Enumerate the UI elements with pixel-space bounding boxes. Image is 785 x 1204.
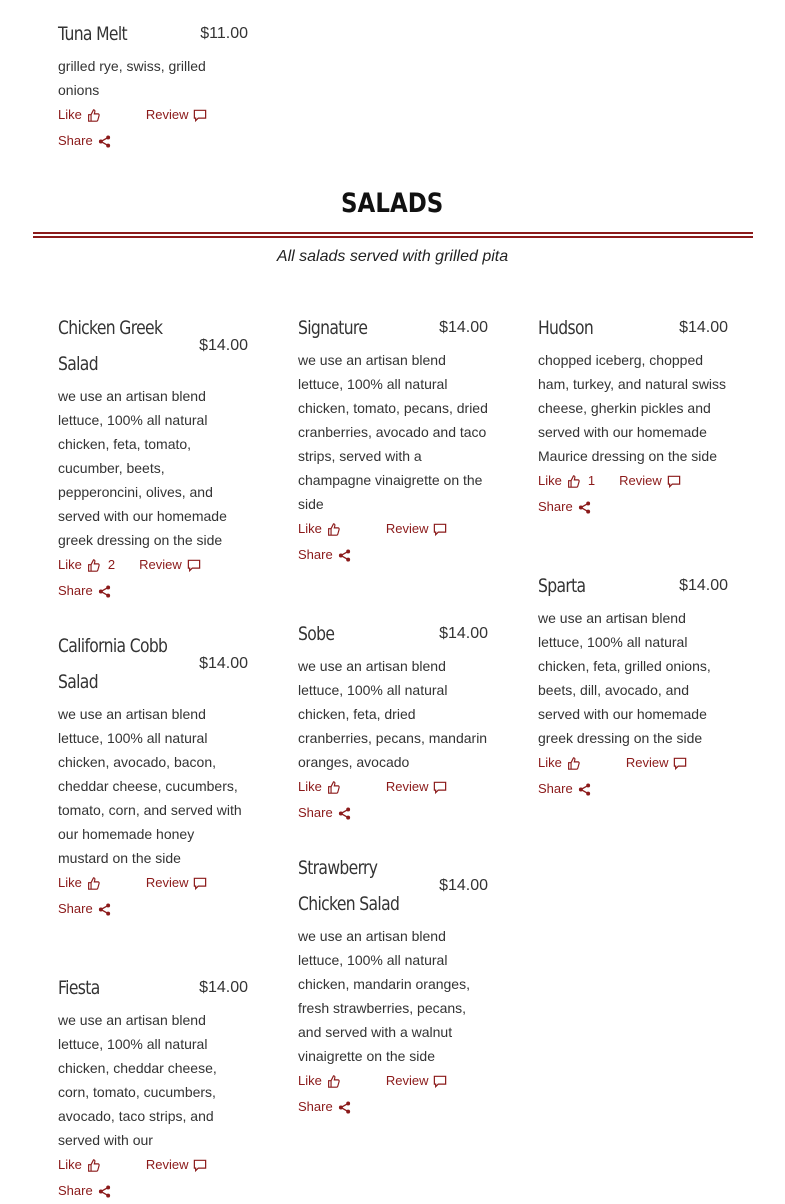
item-header (298, 310, 488, 346)
review-label: Review (385, 1073, 429, 1088)
item-description: we use an artisan blend lettuce, 100% all natural chicken, feta, grilled onions, beets, dill, avocado, and served with our homemade greek dressing on the side (538, 610, 711, 746)
like-button[interactable] (58, 552, 115, 578)
like-count: 1 (587, 473, 596, 488)
item-description: we use an artisan blend lettuce, 100% all natural chicken, avocado, bacon, cheddar cheese, cucumbers, tomato, corn, and served with our homemade honey mustard on the side (58, 706, 242, 866)
share-button[interactable] (58, 128, 111, 154)
item-name: Sparta (538, 575, 586, 597)
review-label: Review (139, 557, 182, 572)
item-actions (58, 552, 248, 604)
menu-item-sparta (538, 568, 728, 802)
share-button[interactable] (538, 776, 591, 802)
share-icon (98, 135, 111, 148)
review-label: Review (625, 755, 669, 770)
section-divider (33, 232, 753, 234)
like-button[interactable] (58, 102, 100, 128)
share-icon (578, 501, 591, 514)
item-header (58, 628, 248, 700)
comment-icon (187, 559, 201, 572)
share-label: Share (58, 133, 93, 148)
review-button[interactable] (146, 870, 208, 896)
item-description: we use an artisan blend lettuce, 100% all natural chicken, cheddar cheese, corn, tomato, cucumbers, avocado, taco strips, and served with our (58, 1012, 217, 1148)
comment-icon (433, 781, 447, 794)
share-icon (338, 549, 351, 562)
share-label: Share (58, 901, 93, 916)
like-label: Like (58, 875, 82, 890)
comment-icon (673, 757, 687, 770)
menu-item-strawberry-chicken-salad (298, 850, 488, 1120)
item-header (58, 16, 248, 52)
like-button[interactable] (298, 516, 340, 542)
item-description: we use an artisan blend lettuce, 100% all natural chicken, feta, dried cranberries, pecans, mandarin oranges, avocado (298, 658, 488, 770)
like-count: 2 (107, 557, 116, 572)
item-price: $14.00 (199, 655, 248, 672)
share-label: Share (58, 1183, 93, 1198)
item-description: chopped iceberg, chopped ham, turkey, and natural swiss cheese, gherkin pickles and served with our homemade Maurice dressing on the side (538, 352, 727, 464)
like-label: Like (58, 557, 82, 572)
item-name: Signature (298, 317, 368, 339)
like-label: Like (298, 779, 322, 794)
thumbs-up-icon (87, 1159, 100, 1172)
comment-icon (193, 877, 207, 890)
like-button[interactable] (538, 750, 580, 776)
share-label: Share (538, 499, 573, 514)
share-button[interactable] (298, 1094, 351, 1120)
share-button[interactable] (58, 578, 111, 604)
item-description: we use an artisan blend lettuce, 100% all natural chicken, feta, tomato, cucumber, beets, pepperoncini, olives, and served with our homemade greek dressing on the side (58, 388, 227, 548)
section-subtitle: All salads served with grilled pita (276, 248, 509, 265)
item-actions (538, 468, 728, 520)
share-icon (338, 1101, 351, 1114)
review-button[interactable] (386, 774, 448, 800)
item-actions (58, 870, 248, 922)
item-name: Fiesta (58, 977, 100, 999)
item-header (538, 568, 728, 604)
review-button[interactable] (386, 1068, 448, 1094)
item-name: Sobe (298, 623, 335, 645)
item-actions (298, 774, 488, 826)
review-label: Review (385, 521, 429, 536)
like-button[interactable] (58, 1152, 100, 1178)
share-label: Share (298, 805, 333, 820)
share-icon (98, 585, 111, 598)
item-actions (58, 1152, 248, 1204)
item-name: California Cobb Salad (58, 635, 168, 693)
review-label: Review (385, 779, 429, 794)
share-label: Share (298, 547, 333, 562)
like-label: Like (538, 473, 562, 488)
thumbs-up-icon (327, 523, 340, 536)
like-button[interactable] (298, 774, 340, 800)
like-label: Like (538, 755, 562, 770)
thumbs-up-icon (567, 475, 580, 488)
item-price: $14.00 (199, 979, 248, 996)
menu-item-fiesta (58, 970, 248, 1204)
thumbs-up-icon (327, 1075, 340, 1088)
share-label: Share (538, 781, 573, 796)
share-button[interactable] (298, 542, 351, 568)
review-label: Review (145, 875, 189, 890)
item-actions (538, 750, 728, 802)
menu-item-sobe (298, 616, 488, 826)
share-icon (338, 807, 351, 820)
menu-item-chicken-greek-salad (58, 310, 248, 604)
menu-item-signature (298, 310, 488, 568)
like-button[interactable] (58, 870, 100, 896)
thumbs-up-icon (327, 781, 340, 794)
item-name: Strawberry Chicken Salad (298, 857, 400, 915)
item-actions (58, 102, 248, 154)
comment-icon (193, 109, 207, 122)
like-label: Like (298, 1073, 322, 1088)
item-price: $14.00 (199, 337, 248, 354)
item-price: $14.00 (679, 577, 728, 594)
item-header (538, 310, 728, 346)
review-button[interactable] (146, 1152, 208, 1178)
item-name: Hudson (538, 317, 594, 339)
comment-icon (433, 1075, 447, 1088)
like-label: Like (58, 1157, 82, 1172)
review-button[interactable] (619, 468, 681, 494)
item-price: $14.00 (679, 319, 728, 336)
item-price: $14.00 (439, 877, 488, 894)
review-label: Review (145, 1157, 189, 1172)
item-price: $14.00 (439, 319, 488, 336)
thumbs-up-icon (87, 559, 100, 572)
thumbs-up-icon (567, 757, 580, 770)
share-label: Share (58, 583, 93, 598)
item-header (298, 616, 488, 652)
item-name: Chicken Greek Salad (58, 317, 163, 375)
item-price: $11.00 (200, 25, 248, 42)
share-button[interactable] (538, 494, 591, 520)
like-label: Like (298, 521, 322, 536)
comment-icon (193, 1159, 207, 1172)
menu-item-california-cobb-salad (58, 628, 248, 922)
comment-icon (667, 475, 681, 488)
item-actions (298, 516, 488, 568)
item-description: grilled rye, swiss, grilled onions (58, 58, 206, 98)
review-button[interactable] (386, 516, 448, 542)
section-divider (33, 236, 753, 238)
review-label: Review (619, 473, 662, 488)
item-name: Tuna Melt (58, 23, 127, 45)
comment-icon (433, 523, 447, 536)
review-button[interactable] (626, 750, 688, 776)
thumbs-up-icon (87, 877, 100, 890)
review-button[interactable] (139, 552, 201, 578)
thumbs-up-icon (87, 109, 100, 122)
item-header (298, 850, 488, 922)
like-button[interactable] (298, 1068, 340, 1094)
share-button[interactable] (58, 896, 111, 922)
menu-item-hudson (538, 310, 728, 520)
item-description: we use an artisan blend lettuce, 100% all natural chicken, tomato, pecans, dried cranberries, avocado and taco strips, served with a champagne vinaigrette on the side (298, 352, 488, 512)
like-button[interactable] (538, 468, 595, 494)
item-header (58, 970, 248, 1006)
item-price: $14.00 (439, 625, 488, 642)
share-button[interactable] (298, 800, 351, 826)
share-icon (98, 903, 111, 916)
item-description: we use an artisan blend lettuce, 100% all natural chicken, mandarin oranges, fresh strawberries, pecans, and served with a walnut vinaigrette on the side (298, 928, 470, 1064)
share-button[interactable] (58, 1178, 111, 1204)
like-label: Like (58, 107, 82, 122)
share-label: Share (298, 1099, 333, 1114)
item-actions (298, 1068, 488, 1120)
share-icon (578, 783, 591, 796)
menu-item-tuna-melt (58, 16, 248, 154)
review-button[interactable] (146, 102, 208, 128)
share-icon (98, 1185, 111, 1198)
section-title: SALADS (341, 188, 444, 219)
item-header (58, 310, 248, 382)
review-label: Review (145, 107, 189, 122)
